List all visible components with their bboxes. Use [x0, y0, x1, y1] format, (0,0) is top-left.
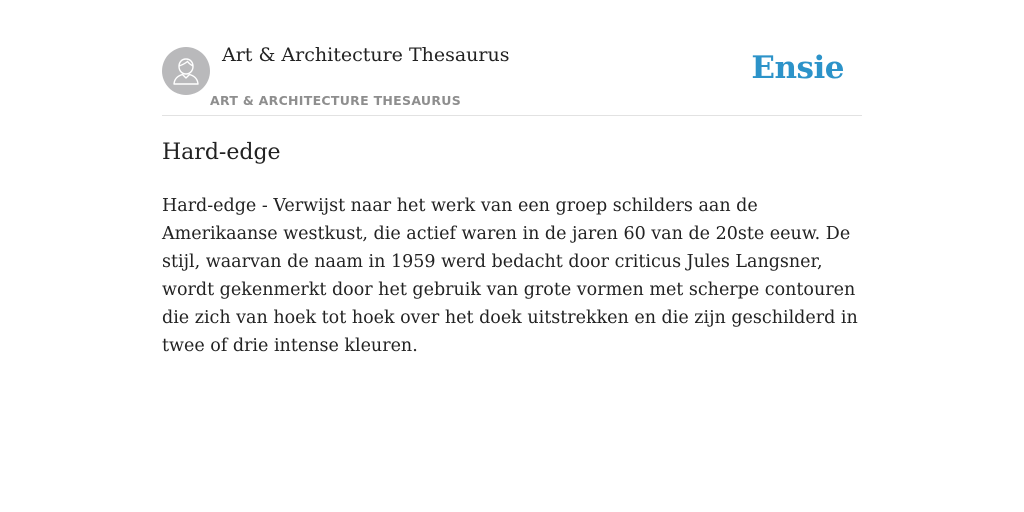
author-name-link[interactable]: Art & Architecture Thesaurus	[222, 44, 510, 66]
user-icon	[172, 56, 200, 86]
page-header	[162, 0, 862, 116]
article-title: Hard-edge	[162, 140, 281, 165]
author-subtitle: ART & ARCHITECTURE THESAURUS	[210, 93, 462, 108]
article-body: Hard-edge - Verwijst naar het werk van een groep schilders aan de Amerikaanse westkust, die actief waren in de jaren 60 van de 20ste eeuw. De stijl, waarvan de naam in 1959 werd bedacht door criticus Jules Langsner, wordt gekenmerkt door het gebruik van grote vormen met scherpe contouren die zich van hoek tot hoek over het doek uitstrekken en die zijn geschilderd in twee of drie intense kleuren.	[162, 196, 858, 356]
brand-logo[interactable]: Ensie	[751, 50, 844, 86]
page-container	[162, 0, 862, 356]
author-avatar[interactable]	[162, 47, 210, 95]
